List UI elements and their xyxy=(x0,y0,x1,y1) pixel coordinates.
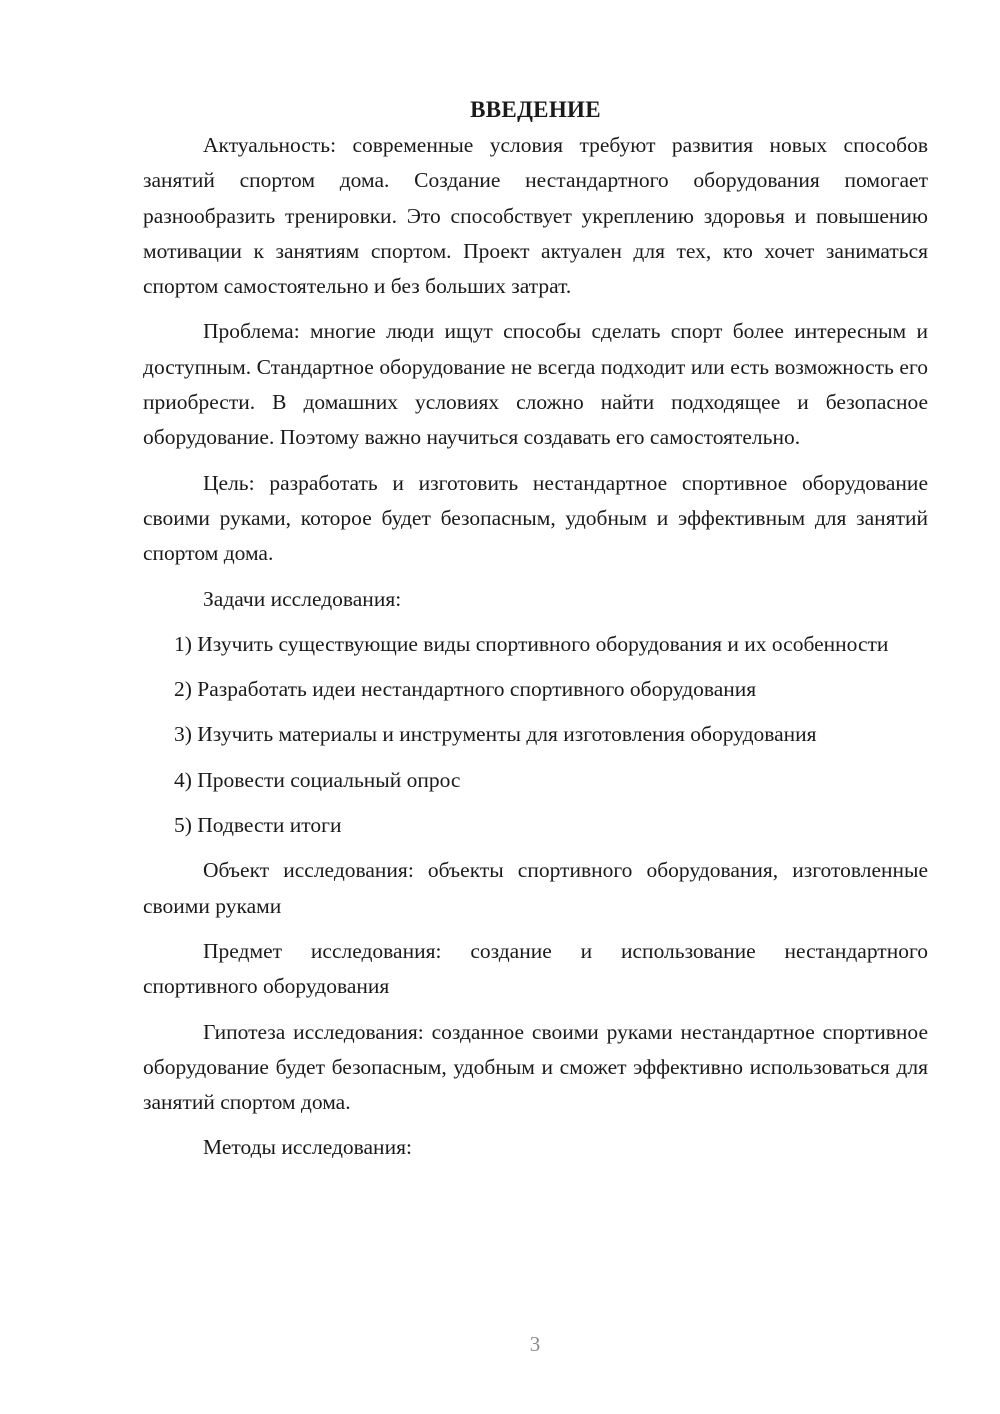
page-number: 3 xyxy=(529,1332,541,1356)
section-heading: ВВЕДЕНИЕ xyxy=(470,97,601,122)
list-item: 1) Изучить существующие виды спортивного оборудования и их особенности xyxy=(174,631,889,656)
subject-paragraph: Предмет исследования: создание и использование нестандартного спортивного оборудования xyxy=(143,938,928,999)
relevance-paragraph: Актуальность: современные условия требуют развития новых способов занятий спортом дома. Создание нестандартного оборудования помогает разнообразить тренировки. Это способствует укреплению здоровья и повышению мотивации к занятиям спортом. Проект актуален для тех, кто хочет заниматься спортом самостоятельно и без больших затрат. xyxy=(143,133,928,299)
hypothesis-paragraph: Гипотеза исследования: созданное своими руками нестандартное спортивное оборудование будет безопасным, удобным и сможет эффективно использоваться для занятий спортом дома. xyxy=(143,1019,928,1115)
list-item: 2) Разработать идеи нестандартного спортивного оборудования xyxy=(174,677,757,702)
document-page xyxy=(143,92,928,1176)
list-item: 4) Провести социальный опрос xyxy=(174,767,461,792)
goal-paragraph: Цель: разработать и изготовить нестандартное спортивное оборудование своими руками, которое будет безопасным, удобным и эффективным для занятий спортом дома. xyxy=(143,470,928,566)
list-item: 5) Подвести итоги xyxy=(174,813,342,838)
methods-title: Методы исследования: xyxy=(203,1135,412,1160)
list-item: 3) Изучить материалы и инструменты для изготовления оборудования xyxy=(174,722,817,747)
problem-paragraph: Проблема: многие люди ищут способы сделать спорт более интересным и доступным. Стандартное оборудование не всегда подходит или есть возможность его приобрести. В домашних условиях сложно найти подходящее и безопасное оборудование. Поэтому важно научиться создавать его самостоятельно. xyxy=(143,319,928,450)
object-paragraph: Объект исследования: объекты спортивного оборудования, изготовленные своими руками xyxy=(143,858,928,918)
tasks-list xyxy=(143,627,928,843)
tasks-title: Задачи исследования: xyxy=(203,586,402,611)
